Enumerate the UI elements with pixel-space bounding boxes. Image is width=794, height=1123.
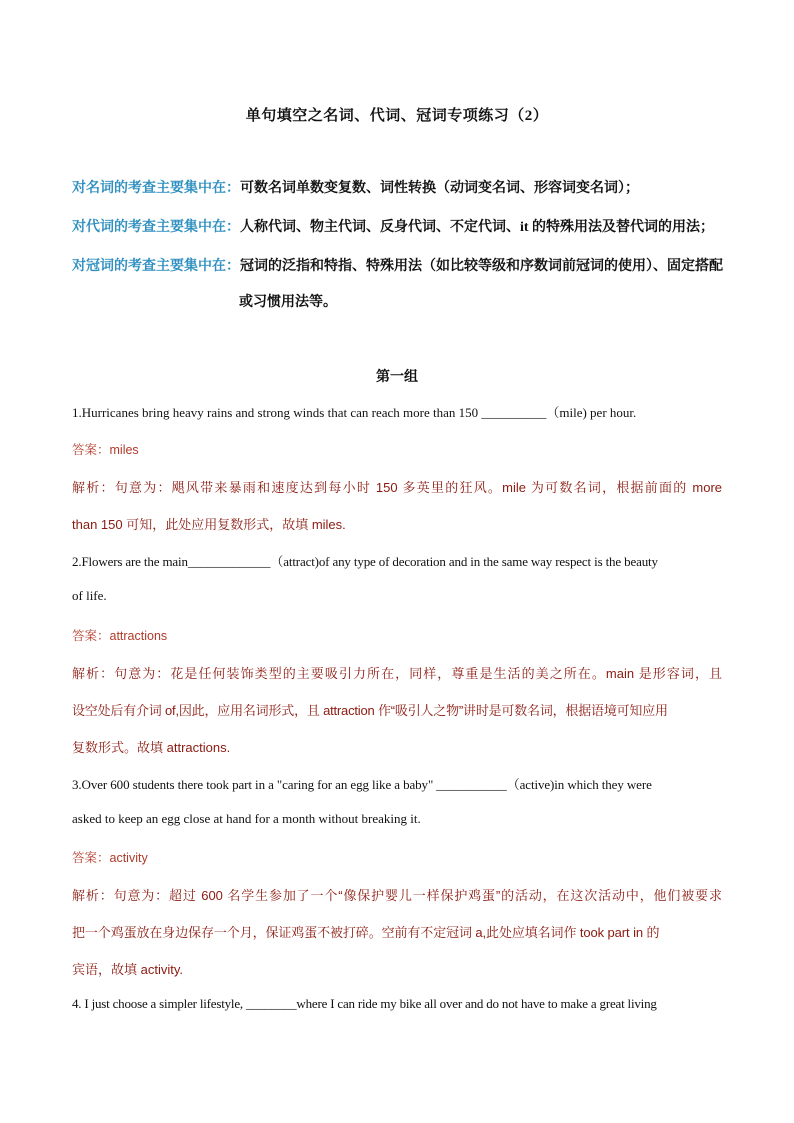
- question-2-line-1: 2.Flowers are the main_____________（attract)of any type of decoration and in the same way respect is the beauty: [72, 554, 658, 569]
- answer-2: 答案：attractions: [72, 629, 168, 643]
- explanation-2-line-2: 设空处后有介词 of,因此，应用名词形式，且 attraction 作“吸引人之物”讲时是可数名词，根据语境可知应用: [72, 703, 668, 718]
- focus-pronoun-text: 人称代词、物主代词、反身代词、不定代词、it 的特殊用法及替代词的用法；: [240, 220, 715, 235]
- focus-pronoun-label: 对代词的考查主要集中在：: [72, 220, 240, 235]
- explanation-3-line-1: 解析：句意为：超过 600 名学生参加了一个“像保护婴儿一样保护鸡蛋”的活动，在这次活动中，他们被要求: [72, 888, 722, 903]
- question-4-line-1: 4. I just choose a simpler lifestyle, ________where I can ride my bike all over and do not have to make a great living: [72, 996, 657, 1011]
- explanation-1-line-2: than 150 可知，此处应用复数形式，故填 miles.: [72, 517, 346, 532]
- focus-noun-label: 对名词的考查主要集中在：: [72, 181, 240, 196]
- focus-article-text: 冠词的泛指和特指、特殊用法（如比较等级和序数词前冠词的使用）、固定搭配: [240, 259, 723, 274]
- question-2-line-2: of life.: [72, 588, 107, 603]
- explanation-2-line-1: 解析：句意为：花是任何装饰类型的主要吸引力所在，同样，尊重是生活的美之所在。main 是形容词，且: [72, 666, 722, 681]
- group-title: 第一组: [376, 370, 418, 385]
- page-title: 单句填空之名词、代词、冠词专项练习（2）: [245, 108, 549, 124]
- answer-3: 答案：activity: [72, 851, 148, 865]
- focus-article: [72, 255, 723, 275]
- explanation-3-line-3: 宾语，故填 activity.: [72, 962, 183, 977]
- explanation-1-line-1: 解析：句意为：飓风带来暴雨和速度达到每小时 150 多英里的狂风。mile 为可数名词，根据前面的 more: [72, 480, 722, 495]
- focus-noun: [72, 177, 639, 197]
- question-3-line-1: 3.Over 600 students there took part in a "caring for an egg like a baby" ___________（active)in which they were: [72, 777, 652, 792]
- focus-article-label: 对冠词的考查主要集中在：: [72, 259, 240, 274]
- explanation-3-line-2: 把一个鸡蛋放在身边保存一个月，保证鸡蛋不被打碎。空前有不定冠词 a,此处应填名词作 took part in 的: [72, 925, 660, 940]
- focus-article-continuation: 或习惯用法等。: [239, 295, 337, 310]
- focus-pronoun: [72, 216, 714, 236]
- focus-noun-text: 可数名词单数变复数、词性转换（动词变名词、形容词变名词）；: [240, 181, 639, 196]
- question-1: 1.Hurricanes bring heavy rains and strong winds that can reach more than 150 __________（mile) per hour.: [72, 405, 637, 420]
- answer-1: 答案：miles: [72, 443, 139, 457]
- explanation-2-line-3: 复数形式。故填 attractions.: [72, 740, 231, 755]
- question-3-line-2: asked to keep an egg close at hand for a month without breaking it.: [72, 811, 421, 826]
